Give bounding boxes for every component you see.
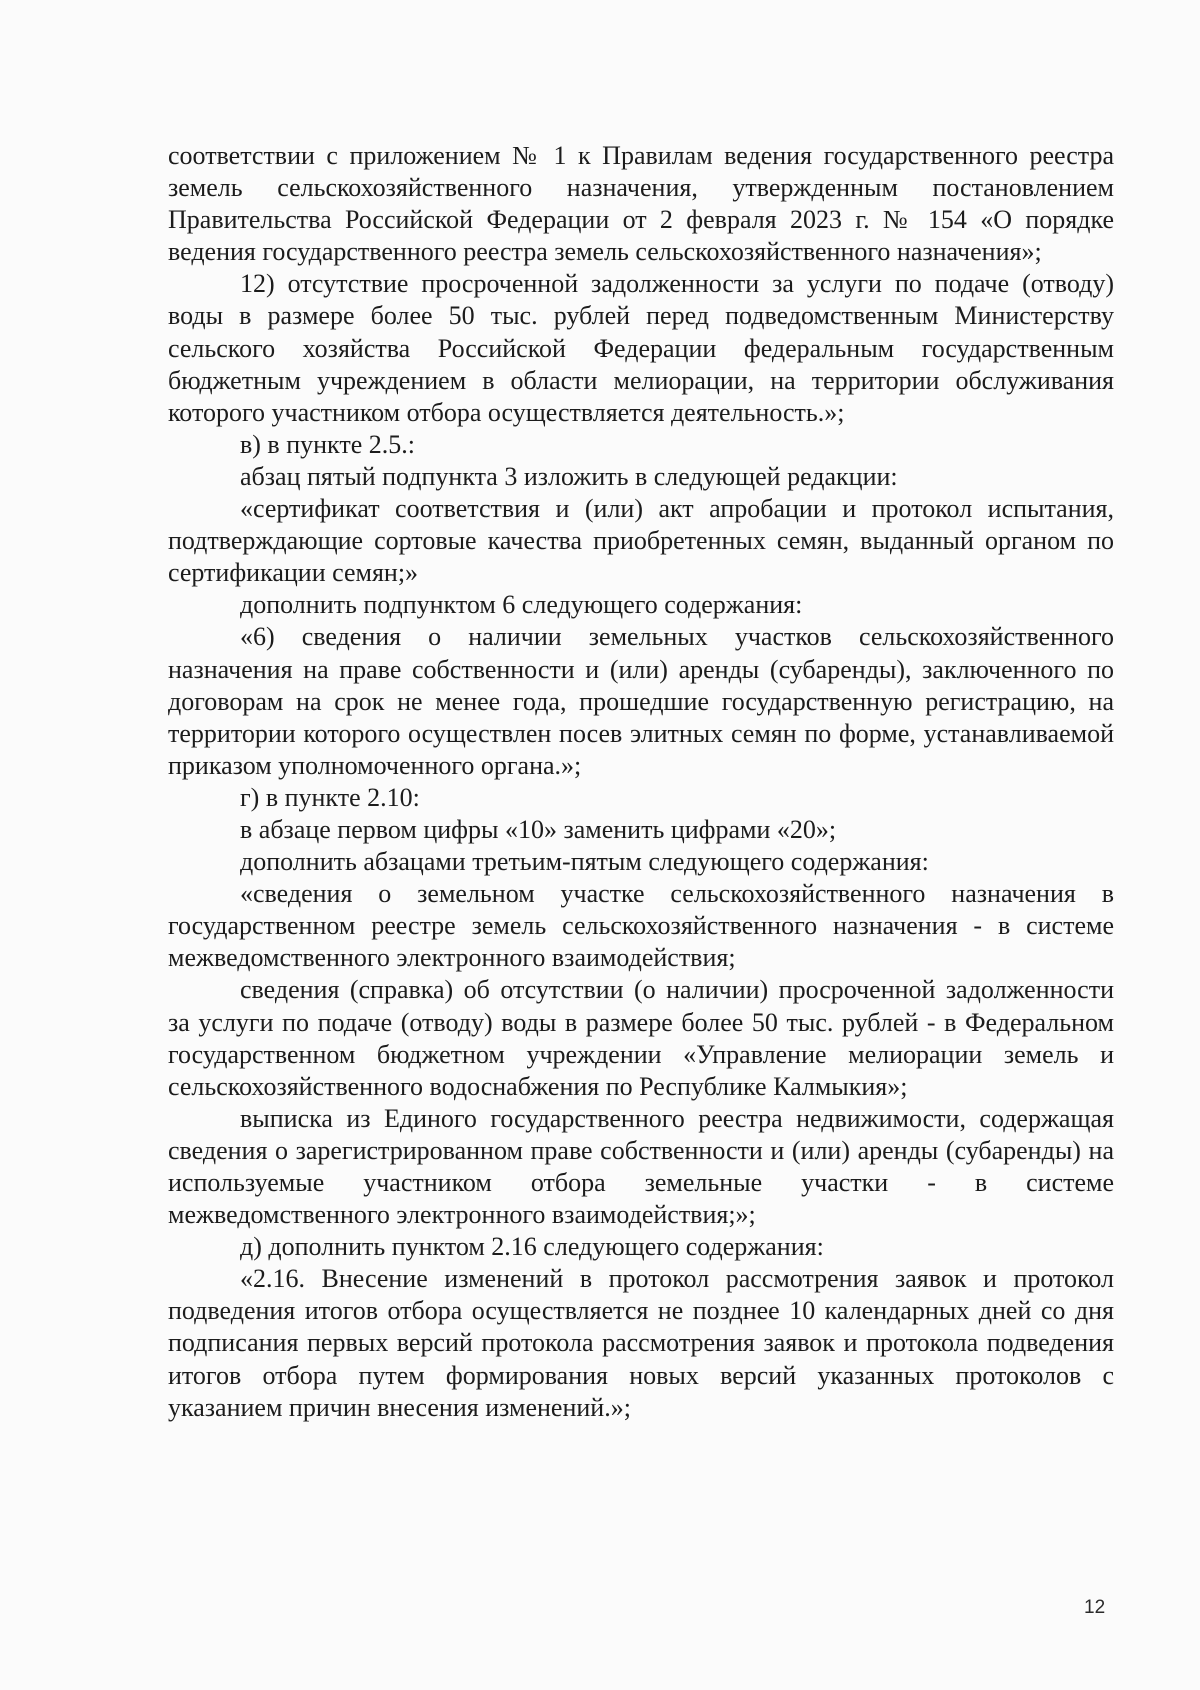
paragraph-subitem-6: «6) сведения о наличии земельных участков сельскохозяйственного назначения на праве собственности и (или) аренды (субаренды), заключенного по договорам на срок не менее года, прошедшие государственную регистрацию, на территории которого осуществлен посев элитных семян по форме, устанавливаемой приказом уполномоченного органа.»; <box>168 622 1114 780</box>
paragraph-item-12: 12) отсутствие просроченной задолженности за услуги по подаче (отводу) воды в размере более 50 тыс. рублей перед подведомственным Министерству сельского хозяйства Российской Федерации федеральным государственным бюджетным учреждением в области мелиорации, на территории обслуживания которого участником отбора осуществляется деятельность.»; <box>168 269 1114 427</box>
paragraph-add-point-2-16: д) дополнить пунктом 2.16 следующего содержания: <box>240 1232 824 1262</box>
paragraph-certificate: «сертификат соответствия и (или) акт апробации и протокол испытания, подтверждающие сортовые качества приобретенных семян, выданный органом по сертификации семян;» <box>168 494 1114 588</box>
paragraph-land-registry: «сведения о земельном участке сельскохозяйственного назначения в государственном реестре земель сельскохозяйственного назначения - в системе межведомственного электронного взаимодействия; <box>168 879 1114 973</box>
paragraph-egrn-extract: выписка из Единого государственного реестра недвижимости, содержащая сведения о зарегистрированном праве собственности и (или) аренды (субаренды) на используемые участником отбора земельные участки - в системе межведомственного электронного взаимодействия;»; <box>168 1103 1114 1230</box>
page-number: 12 <box>1084 1597 1106 1618</box>
paragraph-continuation: соответствии с приложением № 1 к Правилам ведения государственного реестра земель сельскохозяйственного назначения, утвержденным постановлением Правительства Российской Федерации от 2 февраля 2023 г. № 154 «О порядке ведения государственного реестра земель сельскохозяйственного назначения»; <box>168 141 1114 267</box>
document-body <box>168 140 1114 1424</box>
paragraph-point-2-5: в) в пункте 2.5.: <box>240 429 415 459</box>
paragraph-amend-subitem-3: абзац пятый подпункта 3 изложить в следующей редакции: <box>240 461 898 491</box>
paragraph-point-2-10: г) в пункте 2.10: <box>240 782 420 812</box>
paragraph-replace-digits: в абзаце первом цифры «10» заменить цифрами «20»; <box>240 814 837 844</box>
paragraph-add-subitem-6: дополнить подпунктом 6 следующего содержания: <box>240 590 803 620</box>
paragraph-point-2-16: «2.16. Внесение изменений в протокол рассмотрения заявок и протокол подведения итогов отбора осуществляется не позднее 10 календарных дней со дня подписания первых версий протокола рассмотрения заявок и протокола подведения итогов отбора путем формирования новых версий указанных протоколов с указанием причин внесения изменений.»; <box>168 1264 1114 1422</box>
paragraph-debt-certificate: сведения (справка) об отсутствии (о наличии) просроченной задолженности за услуги по подаче (отводу) воды в размере более 50 тыс. рублей - в Федеральном государственном бюджетном учреждении «Управление мелиорации земель и сельскохозяйственного водоснабжения по Республике Калмыкия»; <box>168 975 1114 1101</box>
paragraph-add-paragraphs: дополнить абзацами третьим-пятым следующего содержания: <box>240 847 929 877</box>
